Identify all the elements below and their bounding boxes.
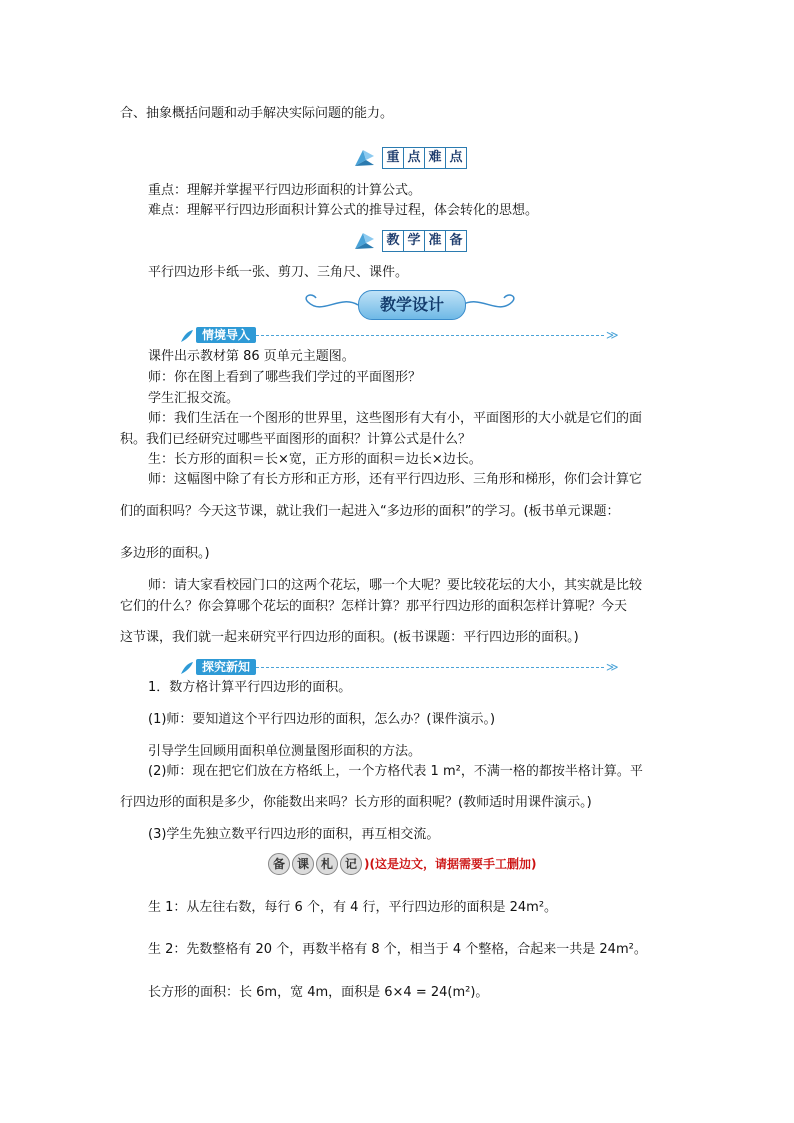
intro-line-12: 这节课，我们就一起来研究平行四边形的面积。(板书课题：平行四边形的面积。) (120, 630, 579, 645)
margin-remark: )(这是边文，请据需要手工删加) (364, 857, 537, 871)
explore-tag-label: 探究新知 (196, 659, 256, 675)
difficulty-line: 难点：理解平行四边形面积计算公式的推导过程，体会转化的思想。 (148, 203, 539, 218)
intro-line-3: 学生汇报交流。 (148, 391, 240, 406)
prep-header (352, 229, 467, 253)
intro-line-7: 师：这幅图中除了有长方形和正方形，还有平行四边形、三角形和梯形，你们会计算它 (148, 472, 643, 487)
intro-line-8: 们的面积吗？今天这节课，就让我们一起进入“多边形的面积”的学习。(板书单元课题： (120, 504, 620, 519)
intro-line: 合、抽象概括问题和动手解决实际问题的能力。 (120, 106, 394, 121)
design-banner (300, 290, 520, 320)
book-icon (352, 146, 378, 170)
intro-line-11: 它们的什么？你会算哪个花坛的面积？怎样计算？那平行四边形的面积怎样计算呢？今天 (120, 599, 628, 614)
lesson-notes-badge: 备 课 札 记 (268, 853, 364, 875)
intro-line-9: 多边形的面积。) (120, 546, 210, 561)
explore-line-3: 引导学生回顾用面积单位测量图形面积的方法。 (148, 744, 422, 759)
double-arrow-icon: ≫ (606, 660, 619, 674)
intro-line-2: 师：你在图上看到了哪些我们学过的平面图形？ (148, 370, 422, 385)
feather-icon (180, 660, 194, 674)
intro-line-5: 积。我们已经研究过哪些平面图形的面积？计算公式是什么？ (120, 432, 472, 447)
intro-line-10: 师：请大家看校园门口的这两个花坛，哪一个大呢？要比较花坛的大小，其实就是比较 (148, 578, 643, 593)
explore-line-1: 1．数方格计算平行四边形的面积。 (148, 680, 352, 695)
book-icon (352, 229, 378, 253)
prep-title: 教 学 准 备 (382, 230, 467, 252)
answer-line-1: 生 1：从左往右数，每行 6 个，有 4 行，平行四边形的面积是 24m²。 (148, 900, 558, 915)
explore-line-6: (3)学生先独立数平行四边形的面积，再互相交流。 (148, 827, 440, 842)
key-points-title: 重 点 难 点 (382, 147, 467, 169)
explore-line-2: (1)师：要知道这个平行四边形的面积，怎么办？(课件演示。) (148, 712, 496, 727)
explore-line-4: (2)师：现在把它们放在方格纸上，一个方格代表 1 m²，不满一格的都按半格计算。平 (148, 764, 643, 779)
answer-line-3: 长方形的面积：长 6m，宽 4m，面积是 6×4 = 24(m²)。 (148, 985, 489, 1000)
intro-tag-label: 情境导入 (196, 327, 256, 343)
design-banner-label: 教学设计 (358, 290, 466, 320)
lesson-notes-row (268, 852, 536, 876)
double-arrow-icon: ≫ (606, 328, 619, 342)
dashed-divider (256, 667, 604, 668)
dashed-divider (256, 335, 604, 336)
intro-line-1: 课件出示教材第 86 页单元主题图。 (148, 349, 355, 364)
intro-line-6: 生：长方形的面积＝长×宽，正方形的面积＝边长×边长。 (148, 452, 482, 467)
feather-icon (180, 328, 194, 342)
key-points-header (352, 146, 467, 170)
intro-line-4: 师：我们生活在一个图形的世界里，这些图形有大有小，平面图形的大小就是它们的面 (148, 411, 643, 426)
prep-line: 平行四边形卡纸一张、剪刀、三角尺、课件。 (148, 265, 409, 280)
answer-line-2: 生 2：先数整格有 20 个，再数半格有 8 个，相当于 4 个整格，合起来一共是 24m²。 (148, 942, 647, 957)
intro-tag (180, 327, 619, 343)
explore-line-5: 行四边形的面积是多少，你能数出来吗？长方形的面积呢？(教师适时用课件演示。) (120, 795, 592, 810)
key-point-line: 重点：理解并掌握平行四边形面积的计算公式。 (148, 183, 422, 198)
explore-tag (180, 659, 619, 675)
